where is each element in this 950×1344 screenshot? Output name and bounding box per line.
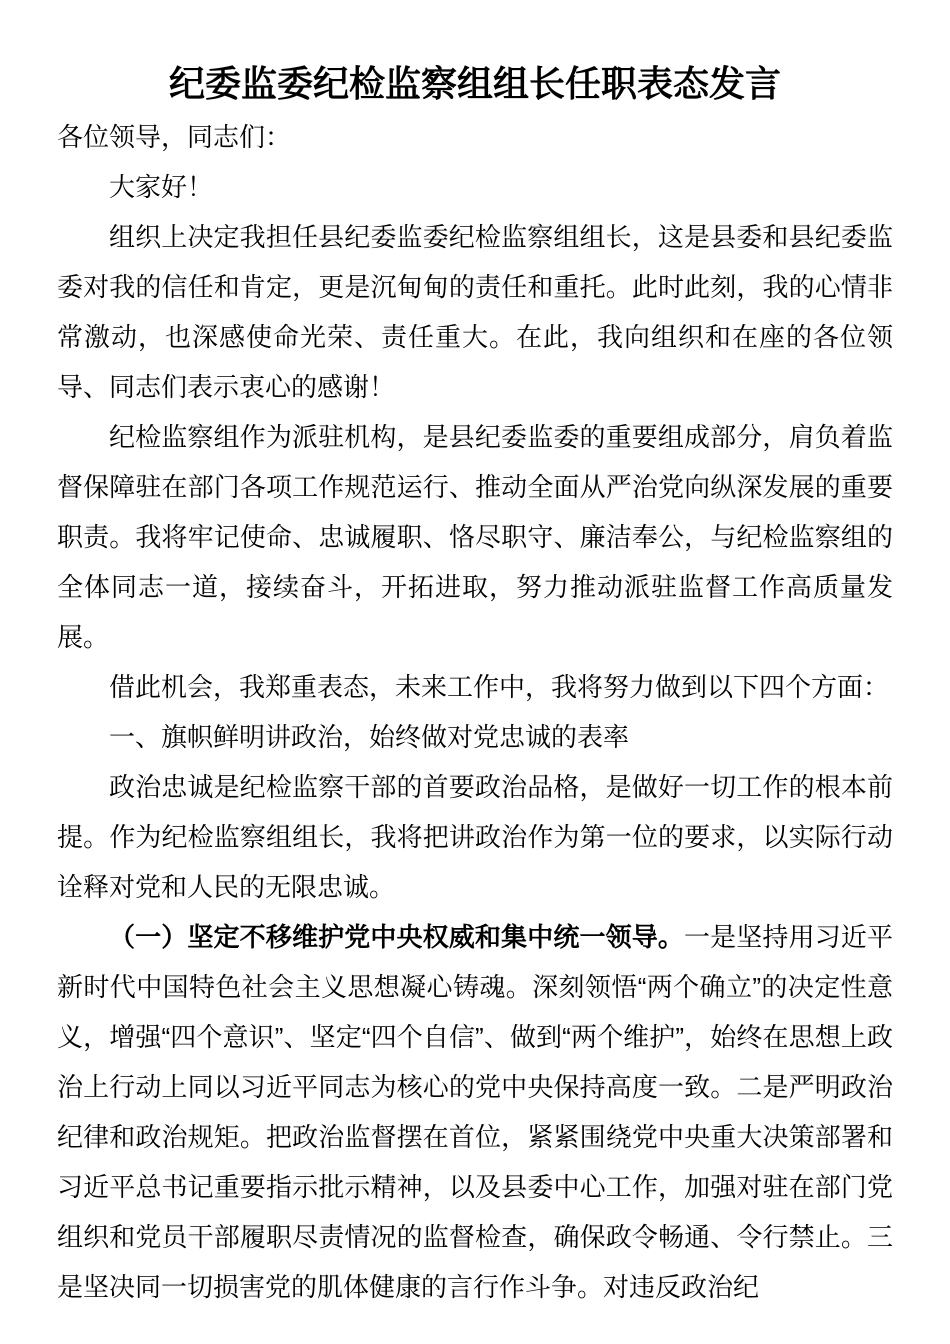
paragraph-duty: 纪检监察组作为派驻机构，是县纪委监委的重要组成部分，肩负着监督保障驻在部门各项工作规范运行、推动全面从严治党向纵深发展的重要职责。我将牢记使命、忠诚履职、恪尽职守、廉洁奉公，与纪检监察组的全体同志一道，接续奋斗，开拓进取，努力推动派驻监督工作高质量发展。 xyxy=(57,422,893,652)
document-title: 纪委监委纪检监察组组长任职表态发言 xyxy=(168,63,781,104)
document-body xyxy=(57,112,893,1312)
paragraph-greeting: 大家好！ xyxy=(109,172,214,202)
subsection-one-body: 一是坚持用习近平新时代中国特色社会主义思想凝心铸魂。深刻领悟“两个确立”的决定性意义，增强“四个意识”、坚定“四个自信”、做到“两个维护”，始终在思想上政治上行动上同以习近平同志为核心的党中央保持高度一致。二是严明政治纪律和政治规矩。把政治监督摆在首位，紧紧围绕党中央重大决策部署和习近平总书记重要指示批示精神，以及县委中心工作，加强对驻在部门党组织和党员干部履职尽责情况的监督检查，确保政令畅通、令行禁止。三是坚决同一切损害党的肌体健康的言行作斗争。对违反政治纪 xyxy=(57,922,893,1302)
subsection-one-lead: （一）坚定不移维护党中央权威和集中统一领导。 xyxy=(109,922,685,952)
paragraph-political-loyalty: 政治忠诚是纪检监察干部的首要政治品格，是做好一切工作的根本前提。作为纪检监察组组长，我将把讲政治作为第一位的要求，以实际行动诠释对党和人民的无限忠诚。 xyxy=(57,772,893,902)
paragraph-appointment: 组织上决定我担任县纪委监委纪检监察组组长，这是县委和县纪委监委对我的信任和肯定，更是沉甸甸的责任和重托。此时此刻，我的心情非常激动，也深感使命光荣、责任重大。在此，我向组织和在座的各位领导、同志们表示衷心的感谢！ xyxy=(57,222,893,402)
paragraph-subsection-one xyxy=(57,912,893,1312)
paragraph-pledge-intro: 借此机会，我郑重表态，未来工作中，我将努力做到以下四个方面： xyxy=(109,672,890,702)
section-heading-one: 一、旗帜鲜明讲政治，始终做对党忠诚的表率 xyxy=(109,722,630,752)
salutation-line: 各位领导，同志们： xyxy=(57,122,292,152)
